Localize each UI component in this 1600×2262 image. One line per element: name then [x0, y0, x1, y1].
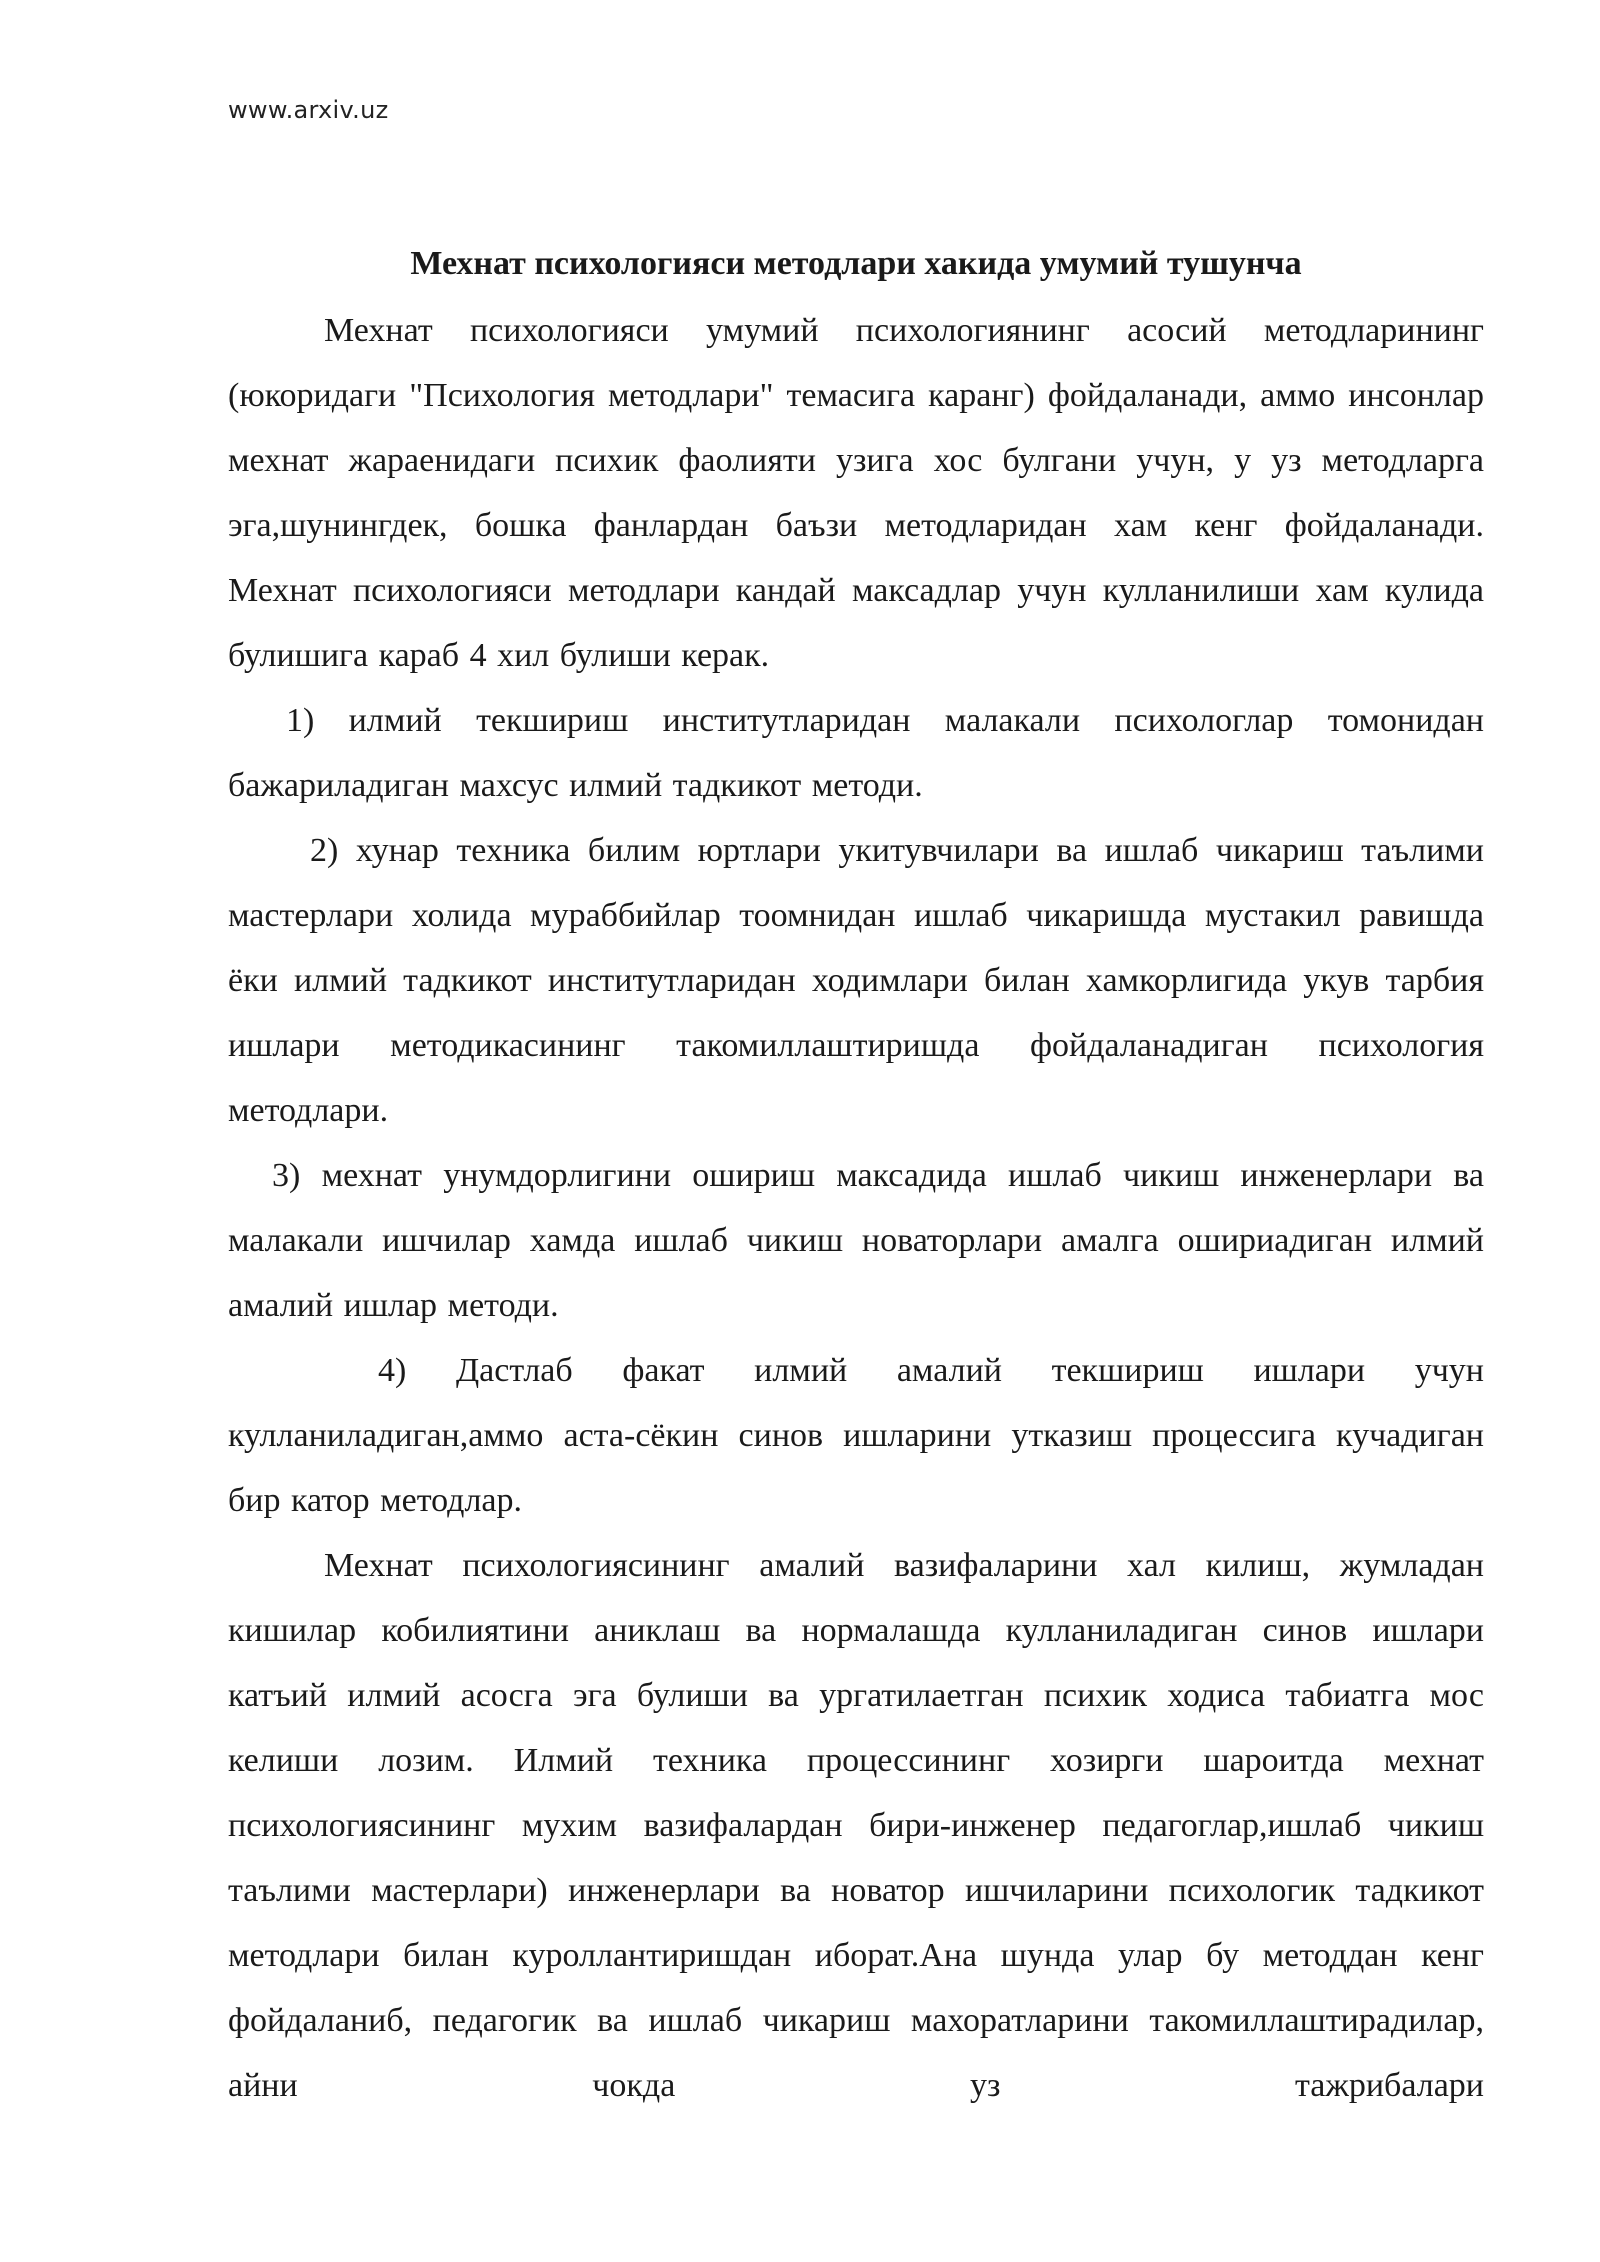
- method-item-1: 1) илмий текшириш институтларидан малакали психологлар томонидан бажариладиган махсус илмий тадкикот методи.: [228, 702, 1484, 804]
- method-item-4: 4) Дастлаб факат илмий амалий текшириш ишлари учун кулланиладиган,аммо аста-сёкин синов ишларини утказиш процессига кучадиган бир катор методлар.: [228, 1352, 1484, 1519]
- method-item-2: 2) хунар техника билим юртлари укитувчилари ва ишлаб чикариш таълими мастерлари холида мураббийлар тоомнидан ишлаб чикаришда мустакил равишда ёки илмий тадкикот институтларидан ходимлари билан хамкорлигида укув тарбия ишлари методикасининг такомиллаштиришда фойдаланадиган психология методлари.: [228, 832, 1484, 1129]
- method-item-3: 3) мехнат унумдорлигини ошириш максадида ишлаб чикиш инженерлари ва малакали ишчилар хамда ишлаб чикиш новаторлари амалга ошириадиган илмий амалий ишлар методи.: [228, 1157, 1484, 1324]
- document-title: Мехнат психологияси методлари хакида умумий тушунча: [410, 245, 1302, 282]
- site-url: www.arxiv.uz: [228, 96, 389, 124]
- tasks-paragraph: Мехнат психологиясининг амалий вазифаларини хал килиш, жумладан кишилар кобилиятини аниклаш ва нормалашда кулланиладиган синов ишлари катъий илмий асосга эга булиши ва ургатилаетган психик ходиса табиатга мос келиши лозим. Илмий техника процессининг хозирги шароитда мехнат психологиясининг мухим вазифалардан бири-инженер педагоглар,ишлаб чикиш таълими мастерлари) инженерлари ва новатор ишчиларини психологик тадкикот методлари билан куроллантиришдан иборат.Ана шунда улар бу методдан кенг фойдаланиб, педагогик ва ишлаб чикариш махоратларини такомиллаштирадилар, айни чокда уз тажрибалари: [228, 1547, 1484, 2104]
- document-body: [228, 236, 1484, 2118]
- intro-paragraph: Мехнат психологияси умумий психологиянинг асосий методларининг (юкоридаги "Психология методлари" темасига каранг) фойдаланади, аммо инсонлар мехнат жараенидаги психик фаолияти узига хос булгани учун, у уз методларга эга,шунингдек, бошка фанлардан баъзи методларидан хам кенг фойдаланади. Мехнат психологияси методлари кандай максадлар учун кулланилиши хам кулида булишига караб 4 хил булиши керак.: [228, 312, 1484, 674]
